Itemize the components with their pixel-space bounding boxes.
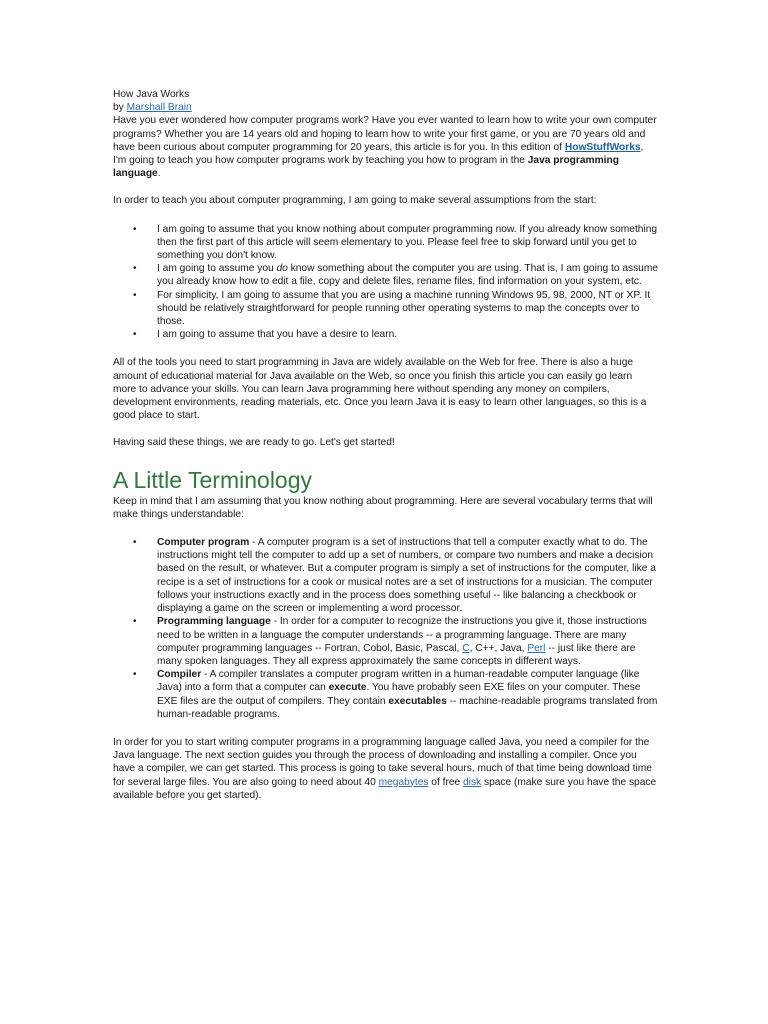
bullet-icon: • [133, 537, 137, 549]
term-name: Programming language [157, 616, 271, 628]
intro-text-2: , I'm going to teach you how computer programs work by teaching you how to program in the [113, 141, 644, 167]
assumption-item [133, 328, 658, 341]
intro-text-end: . [157, 168, 161, 180]
terminology-lead: Keep in mind that I am assuming that you know nothing about programming. Here are several vocabulary terms that will make things understandable: [113, 495, 653, 520]
term-definition: -- just like there are many spoken languages. They all express approximately the same concepts in different ways. [157, 642, 636, 667]
term-item [133, 615, 658, 668]
assumptions-lead: In order to teach you about computer programming, I am going to make several assumptions from the start: [113, 195, 597, 207]
term-definition: . You have probably seen EXE files on your computer. These EXE files are the output of compilers. They contain [157, 682, 641, 707]
term-item [133, 668, 658, 721]
intro-text-1: Have you ever wondered how computer programs work? Have you ever wanted to learn how to write your own computer programs? Whether you are 14 years old and hoping to learn how to write your first game, or you are 70 years old and have been curious about computer programming for 20 years, this article is for you. In this edition of [113, 115, 657, 153]
term-definition: - A computer program is a set of instructions that tell a computer exactly what to do. The instructions might tell the computer to add up a set of numbers, or compare two numbers and make a decision based on the result, or whatever. But a computer program is simply a set of instructions for the computer, like a recipe is a set of instructions for a cook or musical notes are a set of instructions for a musician. The computer follows your instructions exactly and in the process does something useful -- like balancing a checkbook or displaying a game on the screen or implementing a word processor. [157, 537, 656, 615]
term-name: Compiler [157, 669, 202, 681]
assumption-text: For simplicity, I am going to assume that you are using a machine running Windows 95, 98, 2000, NT or XP. It should be relatively straightforward for people running other operating systems to map the concepts over to those. [157, 289, 651, 328]
bullet-icon: • [133, 616, 137, 628]
java-language-bold: Java programming language [113, 155, 619, 180]
term-name: Computer program [157, 537, 250, 549]
assumption-item [133, 262, 658, 288]
assumption-italic: do [276, 263, 288, 275]
disk-link[interactable]: disk [463, 776, 482, 788]
perl-link[interactable]: Perl [527, 642, 546, 654]
document-page [113, 88, 658, 802]
tools-paragraph: All of the tools you need to start programming in Java are widely available on the Web for free. There is also a huge amount of educational material for Java available on the Web, so once you finish this article you can easily go learn more to advance your skills. You can learn Java programming here without spending any money on compilers, development environments, reading materials, etc. Once you learn Java it is easy to learn other languages, so this is a good place to start. [113, 357, 647, 422]
ready-paragraph: Having said these things, we are ready to go. Let's get started! [113, 437, 395, 449]
article-title: How Java Works [113, 89, 190, 100]
assumption-item [133, 289, 658, 329]
byline [113, 101, 658, 114]
closing-text-1: In order for you to start writing computer programs in a programming language called Java, you need a compiler for the Java language. The next section guides you through the process of downloading and installing a compiler. Once you have a compiler, we can get started. This process is going to take several hours, much of that time being download time for several large files. You are also going to need about 40 [113, 736, 652, 788]
term-definition: -- machine-readable programs translated from human-readable programs. [157, 695, 658, 720]
closing-paragraph [113, 736, 658, 802]
assumption-text: know something about the computer you are using. That is, I am going to assume you already know how to edit a file, copy and delete files, rename files, find information on your system, etc. [157, 263, 658, 288]
bullet-icon: • [133, 329, 137, 341]
term-definition: - In order for a computer to recognize the instructions you give it, those instructions need to be written in a language the computer understands -- a programming language. There are many computer programming languages -- Fortran, Cobol, Basic, Pascal, [157, 616, 647, 654]
execute-bold: execute [328, 682, 367, 694]
author-link[interactable]: Marshall Brain [126, 102, 192, 114]
intro-paragraph [113, 114, 658, 180]
bullet-icon: • [133, 223, 137, 235]
assumption-item [133, 223, 658, 263]
assumptions-list [113, 223, 658, 342]
howstuffworks-link[interactable]: HowStuffWorks [564, 141, 641, 153]
c-language-link[interactable]: C [462, 642, 470, 654]
term-definition: , C++, Java, [469, 642, 528, 654]
megabytes-link[interactable]: megabytes [378, 776, 429, 788]
section-heading: A Little Terminology [113, 466, 313, 493]
closing-text-2: of free [428, 776, 464, 788]
bullet-icon: • [133, 289, 137, 301]
term-item [133, 536, 658, 615]
bullet-icon: • [133, 263, 137, 275]
closing-text-3: space (make sure you have the space available before you get started). [113, 776, 657, 801]
assumption-text: I am going to assume that you have a desire to learn. [157, 329, 398, 341]
executables-bold: executables [388, 695, 447, 707]
assumption-text: I am going to assume you [157, 263, 277, 275]
assumption-text: I am going to assume that you know nothing about computer programming now. If you already know something then the first part of this article will seem elementary to you. Please feel free to skip forward until you get to something you don't know. [157, 223, 658, 262]
bullet-icon: • [133, 669, 137, 681]
byline-prefix: by [113, 102, 127, 114]
terminology-list [113, 536, 658, 721]
term-definition: - A compiler translates a computer program written in a human-readable computer language (like Java) into a form that a computer can [157, 669, 640, 694]
